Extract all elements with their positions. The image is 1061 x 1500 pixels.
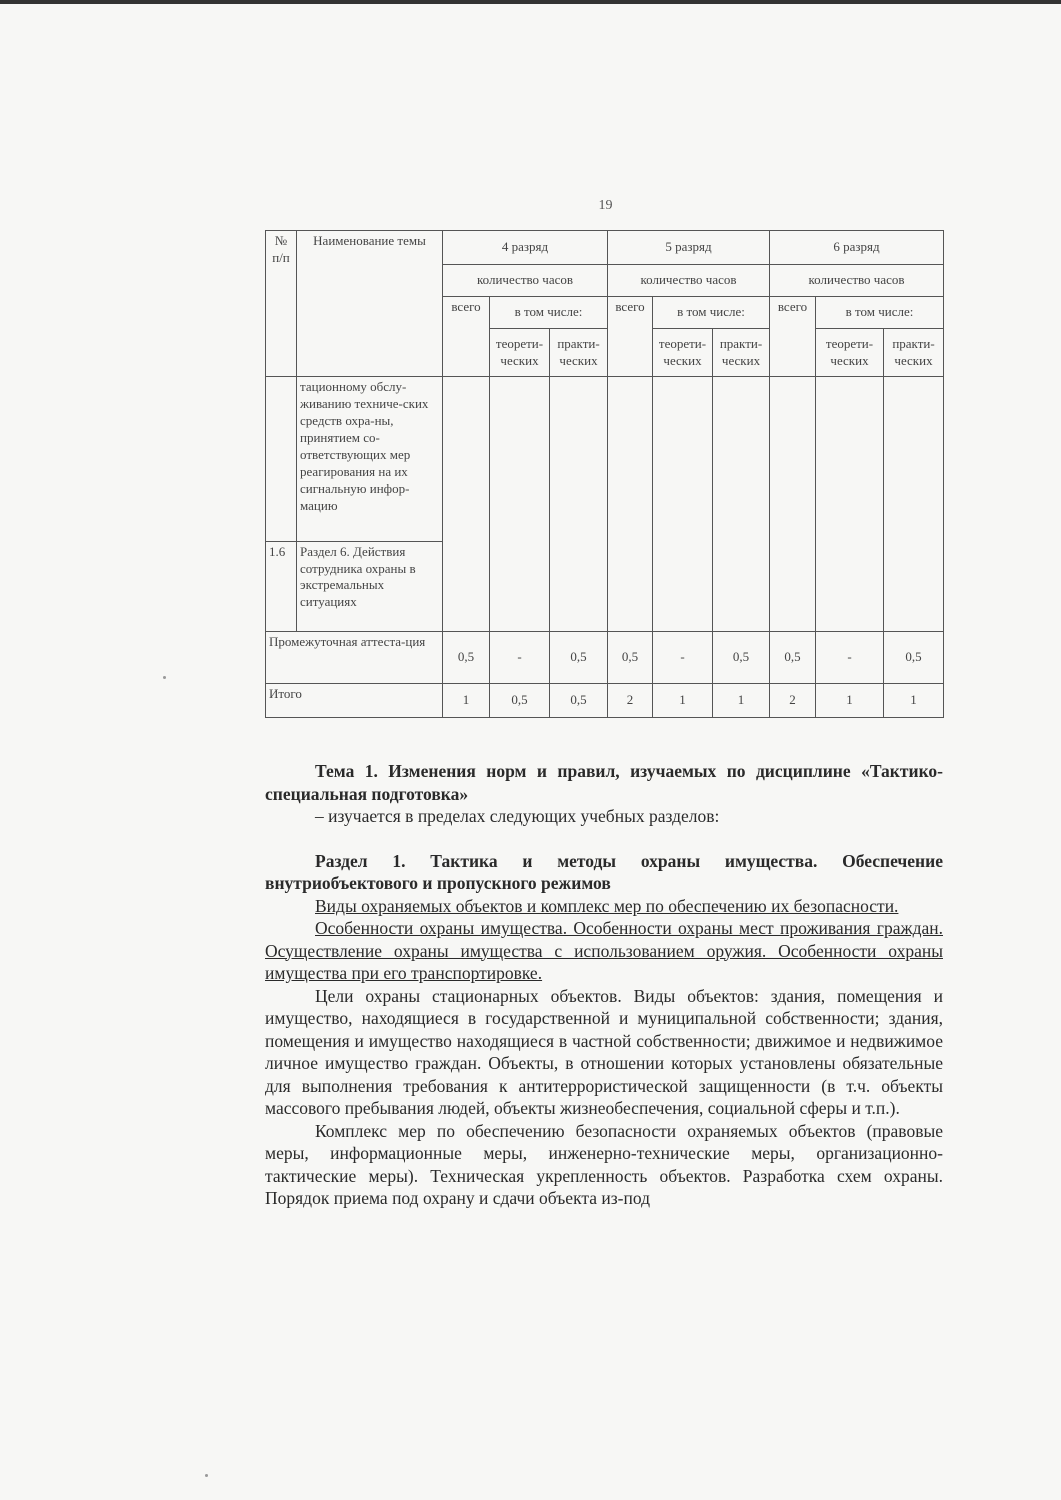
table-cell <box>713 377 770 632</box>
total-value: 0,5 <box>490 683 550 717</box>
paragraph-3: Цели охраны стационарных объектов. Виды объектов: здания, помещения и имущество, находящиеся в государственной и муниципальной собственности; здания, помещения и имущество находящиеся в частной собственности; движимое и недвижимое личное имущество граждан. Объекты, в отношении которых установлены обязательные для выполнения требования к антитеррористической защищенности (в т.ч. объекты массового пребывания людей, объекты жизнеобеспечения, социальной сферы и т.п.). <box>265 985 943 1118</box>
theory-header: теорети-ческих <box>816 329 884 377</box>
theory-header: теорети-ческих <box>490 329 550 377</box>
table-cell <box>653 377 713 632</box>
paragraph-4: Комплекс мер по обеспечению безопасности охраняемых объектов (правовые меры, информационные меры, инженерно-технические меры, организационно-тактические меры). Техническая укрепленность объектов. Разработка схем охраны. Порядок приема под охрану и сдачи объекта из-под <box>265 1120 943 1208</box>
interim-value: 0,5 <box>770 631 816 683</box>
total-value: 1 <box>816 683 884 717</box>
table-cell <box>884 377 944 632</box>
interim-value: 0,5 <box>550 631 608 683</box>
incl-header: в том числе: <box>490 297 608 329</box>
hours-header: количество часов <box>770 265 944 297</box>
total-header: всего <box>608 297 653 377</box>
interim-value: - <box>490 631 550 683</box>
theory-header: теорети-ческих <box>653 329 713 377</box>
total-value: 1 <box>443 683 490 717</box>
col-num-header: № п/п <box>266 231 297 377</box>
table-cell <box>443 377 490 632</box>
row-num: 1.6 <box>266 541 297 631</box>
total-header: всего <box>443 297 490 377</box>
total-value: 2 <box>770 683 816 717</box>
table-cell <box>490 377 550 632</box>
grade-4-header: 4 разряд <box>443 231 608 265</box>
theme-1-subtitle: – изучается в пределах следующих учебных разделов: <box>315 806 720 826</box>
table-cell <box>816 377 884 632</box>
interim-value: - <box>816 631 884 683</box>
table-cell <box>770 377 816 632</box>
hours-header: количество часов <box>608 265 770 297</box>
scan-speck <box>163 676 166 679</box>
total-value: 1 <box>713 683 770 717</box>
practice-header: практи-ческих <box>550 329 608 377</box>
scan-top-edge <box>0 0 1061 4</box>
interim-value: 0,5 <box>608 631 653 683</box>
interim-value: 0,5 <box>884 631 944 683</box>
total-value: 1 <box>653 683 713 717</box>
interim-label: Промежуточная аттеста-ция <box>266 631 443 683</box>
grade-6-header: 6 разряд <box>770 231 944 265</box>
practice-header: практи-ческих <box>713 329 770 377</box>
table-cell <box>608 377 653 632</box>
row-num <box>266 377 297 541</box>
scan-speck <box>205 1474 208 1477</box>
total-value: 0,5 <box>550 683 608 717</box>
interim-value: 0,5 <box>443 631 490 683</box>
total-header: всего <box>770 297 816 377</box>
paragraph-1: Виды охраняемых объектов и комплекс мер по обеспечению их безопасности. <box>315 895 899 916</box>
page-number: 19 <box>598 198 613 213</box>
interim-value: 0,5 <box>713 631 770 683</box>
total-value: 1 <box>884 683 944 717</box>
grade-5-header: 5 разряд <box>608 231 770 265</box>
incl-header: в том числе: <box>816 297 944 329</box>
section-1-heading: Раздел 1. Тактика и методы охраны имущества. Обеспечение внутриобъектового и пропускного режимов <box>265 850 943 893</box>
total-value: 2 <box>608 683 653 717</box>
interim-value: - <box>653 631 713 683</box>
incl-header: в том числе: <box>653 297 770 329</box>
hours-header: количество часов <box>443 265 608 297</box>
total-label: Итого <box>266 683 443 717</box>
practice-header: практи-ческих <box>884 329 944 377</box>
theme-1-heading: Тема 1. Изменения норм и правил, изучаемых по дисциплине «Тактико-специальная подготовка» <box>265 761 943 804</box>
body-text <box>265 760 943 1210</box>
paragraph-2: Особенности охраны имущества. Особенности охраны мест проживания граждан. Осуществление охраны имущества с использованием оружия. Особенности охраны имущества при его транспортировке. <box>265 918 943 983</box>
row-topic: тационному обслу-живанию техниче-ских средств охра-ны, принятием со-ответствующих мер реагирования на их сигнальную инфор-мацию <box>297 377 443 541</box>
table-cell <box>550 377 608 632</box>
col-topic-header: Наименование темы <box>297 231 443 377</box>
hours-table <box>265 230 944 718</box>
row-topic: Раздел 6. Действия сотрудника охраны в экстремальных ситуациях <box>297 541 443 631</box>
